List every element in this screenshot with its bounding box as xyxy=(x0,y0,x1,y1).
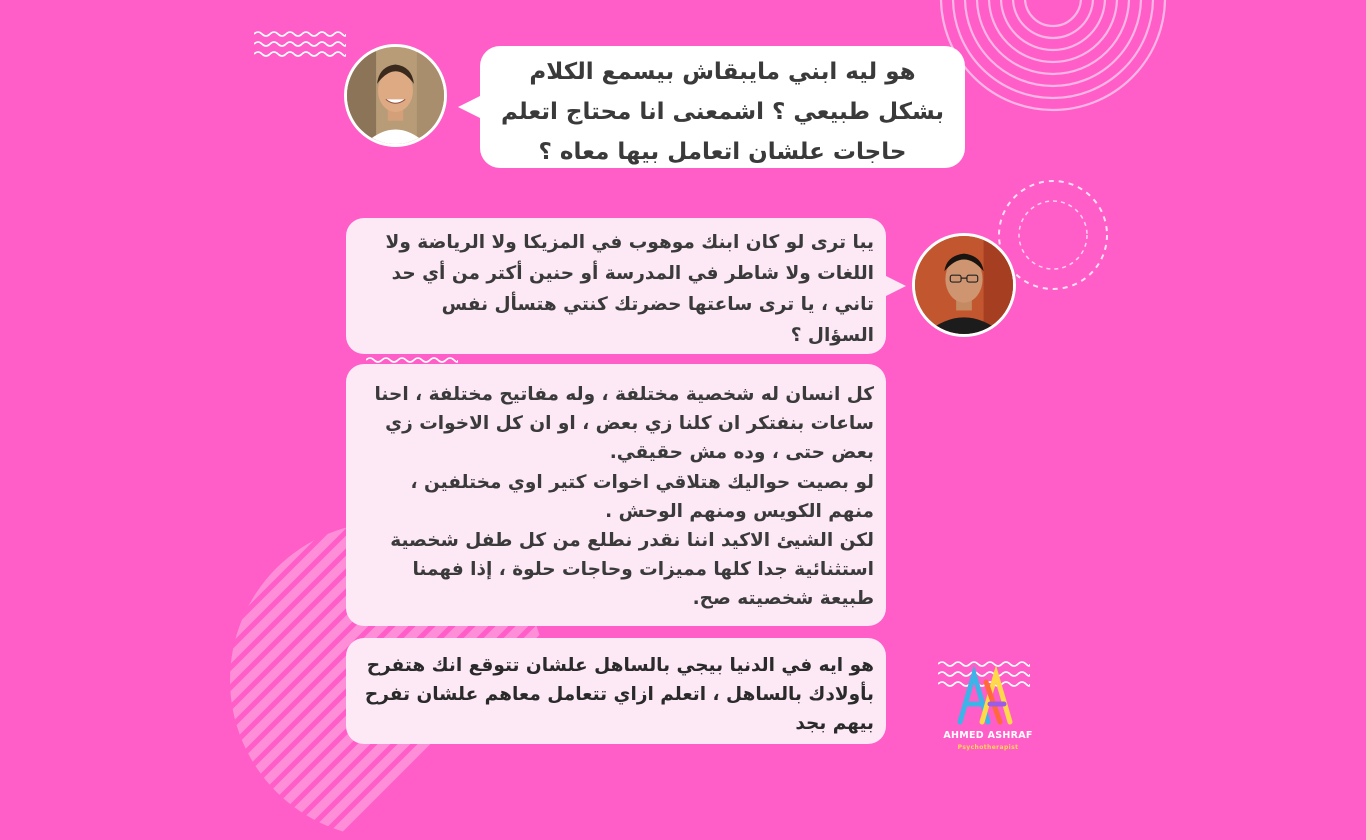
answer-line: بعض حتى ، وده مش حقيقي. xyxy=(609,442,874,464)
answer-line: كل انسان له شخصية مختلفة ، وله مفاتيح مختلفة ، احنا xyxy=(374,384,874,405)
question-bubble-tail xyxy=(458,95,482,119)
ahmed-avatar xyxy=(912,233,1016,337)
answer-line: اللغات ولا شاطر في المدرسة أو حنين أكتر من أي حد xyxy=(391,263,874,284)
answer-bubble-tail xyxy=(884,275,906,297)
answer-line: لو بصيت حواليك هتلاقي اخوات كتير اوي مختلفين ، xyxy=(410,471,874,493)
answer-line: بأولادك بالساهل ، اتعلم ازاي تتعامل معاهم علشان تفرح xyxy=(364,684,874,705)
answer-line: هو ايه في الدنيا بيجي بالساهل علشان تتوقع انك هتفرح xyxy=(366,655,874,676)
answer-line: يبا ترى لو كان ابنك موهوب في المزيكا ولا الرياضة ولا xyxy=(385,232,874,253)
question-line: حاجات علشان اتعامل بيها معاه ؟ xyxy=(538,139,907,165)
question-line: هو ليه ابني مايبقاش بيسمع الكلام xyxy=(529,59,916,85)
user-avatar-photo-icon xyxy=(347,47,444,144)
answer-line: طبيعة شخصيته صح. xyxy=(692,588,874,610)
answer-line: منهم الكويس ومنهم الوحش . xyxy=(605,500,874,522)
answer-bubble xyxy=(346,638,886,744)
answer-bubble xyxy=(346,364,886,626)
answer-line: بيهم بجد xyxy=(795,713,874,734)
answer-line: استثنائية جدا كلها مميزات وحاجات حلوة ، إذا فهمنا xyxy=(412,559,874,581)
logo-subtitle: Psychotherapist xyxy=(957,744,1019,751)
concentric-rings-decoration xyxy=(938,0,1168,115)
answer-line: ساعات بنفتكر ان كلنا زي بعض ، او ان كل الاخوات زي xyxy=(385,413,874,435)
answer-line: لكن الشيئ الاكيد اننا نقدر نطلع من كل طفل شخصية xyxy=(390,530,874,552)
answer-line: السؤال ؟ xyxy=(790,325,874,346)
wave-lines-decoration xyxy=(254,30,346,60)
logo-name: AHMED ASHRAF xyxy=(943,730,1033,741)
answer-bubble xyxy=(346,218,886,354)
answer-line: تاني ، يا ترى ساعتها حضرتك كنتي هتسأل نفس xyxy=(441,294,874,315)
user-avatar xyxy=(344,44,447,147)
question-line: بشكل طبيعي ؟ اشمعنى انا محتاج اتعلم xyxy=(500,99,945,125)
ahmed-avatar-photo-icon xyxy=(915,236,1013,334)
question-bubble xyxy=(480,46,965,168)
